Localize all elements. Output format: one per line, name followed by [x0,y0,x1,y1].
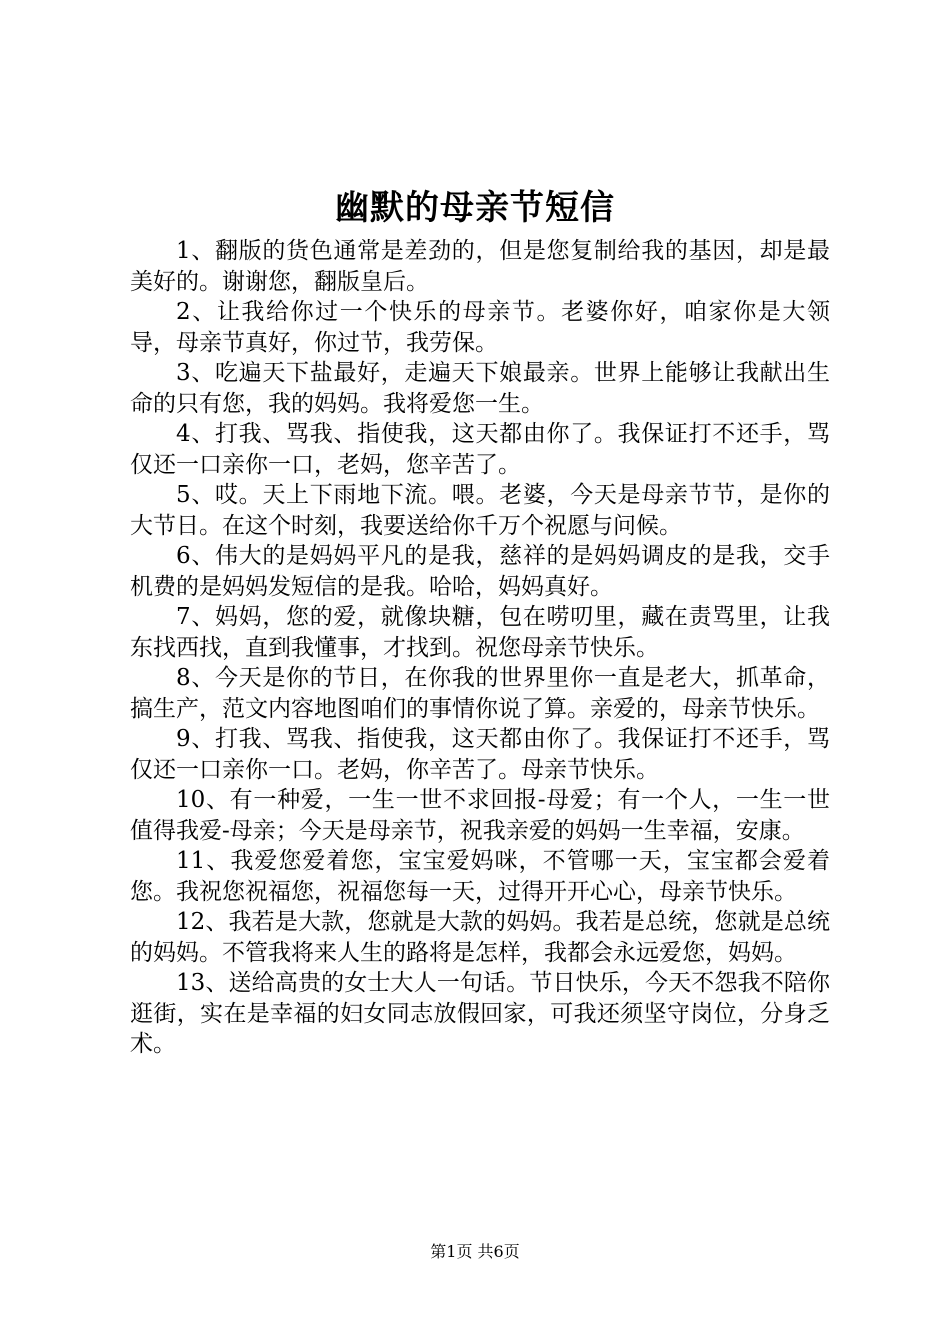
paragraph-7: 7、妈妈，您的爱，就像块糖，包在唠叨里，藏在责骂里，让我东找西找，直到我懂事，才找到。祝您母亲节快乐。 [130,604,830,661]
paragraph-11: 11、我爱您爱着您，宝宝爱妈咪，不管哪一天，宝宝都会爱着您。我祝您祝福您，祝福您每一天，过得开开心心，母亲节快乐。 [130,848,830,905]
paragraph-5: 5、哎。天上下雨地下流。喂。老婆，今天是母亲节节，是你的大节日。在这个时刻，我要送给你千万个祝愿与问候。 [130,482,830,539]
paragraph-13: 13、送给高贵的女士大人一句话。节日快乐，今天不怨我不陪你逛街，实在是幸福的妇女同志放假回家，可我还须坚守岗位，分身乏术。 [130,970,830,1057]
paragraph-10: 10、有一种爱，一生一世不求回报-母爱；有一个人，一生一世值得我爱-母亲；今天是母亲节，祝我亲爱的妈妈一生幸福，安康。 [130,787,830,844]
paragraph-6: 6、伟大的是妈妈平凡的是我，慈祥的是妈妈调皮的是我，交手机费的是妈妈发短信的是我。哈哈，妈妈真好。 [130,543,830,600]
document-body [130,236,830,1060]
page-footer: 第1页 共6页 [430,1242,520,1261]
paragraph-8: 8、今天是你的节日，在你我的世界里你一直是老大，抓革命，搞生产，范文内容地图咱们的事情你说了算。亲爱的，母亲节快乐。 [130,665,830,722]
paragraph-1: 1、翻版的货色通常是差劲的，但是您复制给我的基因，却是最美好的。谢谢您，翻版皇后。 [130,238,830,295]
paragraph-12: 12、我若是大款，您就是大款的妈妈。我若是总统，您就是总统的妈妈。不管我将来人生的路将是怎样，我都会永远爱您，妈妈。 [130,909,830,966]
document-title: 幽默的母亲节短信 [335,188,615,228]
paragraph-2: 2、让我给你过一个快乐的母亲节。老婆你好，咱家你是大领导，母亲节真好，你过节，我劳保。 [130,299,830,356]
paragraph-9: 9、打我、骂我、指使我，这天都由你了。我保证打不还手，骂仅还一口亲你一口。老妈，你辛苦了。母亲节快乐。 [130,726,830,783]
paragraph-4: 4、打我、骂我、指使我，这天都由你了。我保证打不还手，骂仅还一口亲你一口，老妈，您辛苦了。 [130,421,830,478]
paragraph-3: 3、吃遍天下盐最好，走遍天下娘最亲。世界上能够让我献出生命的只有您，我的妈妈。我将爱您一生。 [130,360,830,417]
